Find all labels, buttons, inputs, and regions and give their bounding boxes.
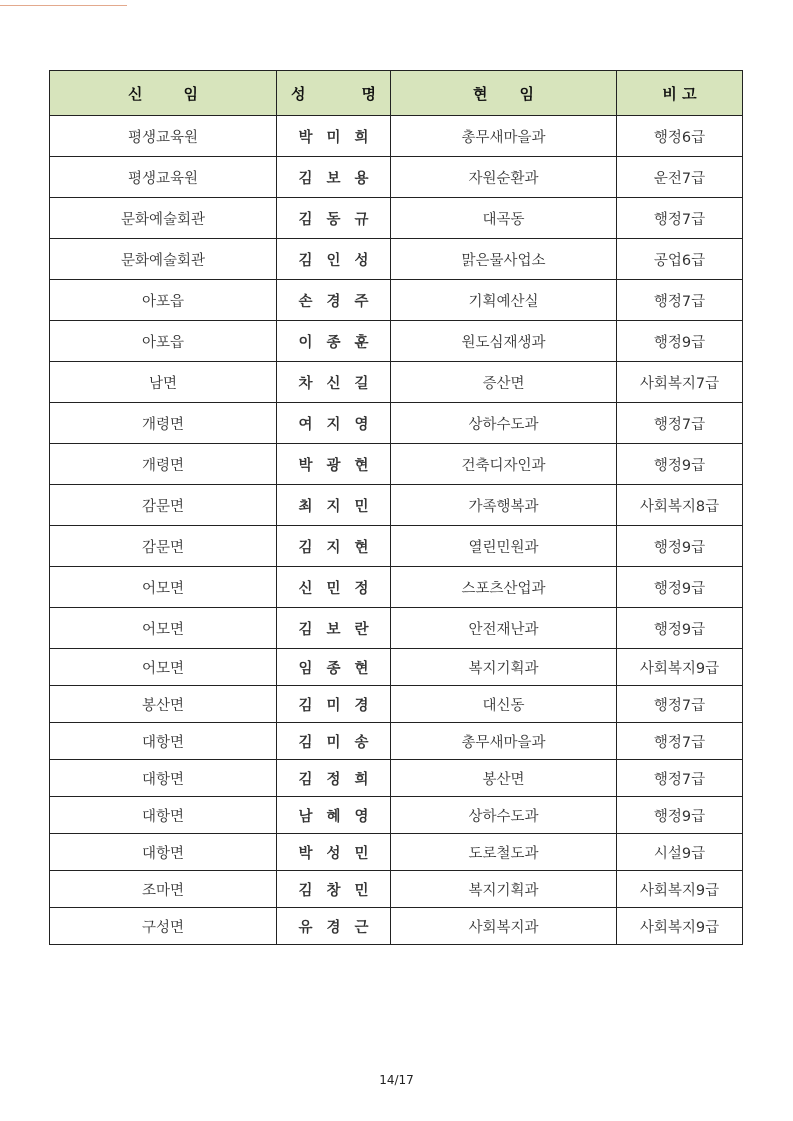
name-text: 손경주 [298, 292, 383, 310]
name-text: 여지영 [298, 415, 383, 433]
note-cell: 시설9급 [617, 834, 743, 871]
name-cell [277, 526, 391, 567]
name-cell [277, 797, 391, 834]
new-post-cell: 대항면 [50, 797, 277, 834]
current-post-cell: 열린민원과 [391, 526, 617, 567]
note-cell: 행정7급 [617, 198, 743, 239]
name-cell [277, 485, 391, 526]
current-post-cell: 상하수도과 [391, 403, 617, 444]
current-post-cell: 총무새마을과 [391, 723, 617, 760]
name-cell [277, 198, 391, 239]
name-text: 신민정 [298, 579, 383, 597]
header-new-post-char-1: 신 [128, 84, 143, 103]
name-cell [277, 608, 391, 649]
name-text: 유경근 [298, 918, 383, 936]
name-text: 박광현 [298, 456, 383, 474]
current-post-cell: 봉산면 [391, 760, 617, 797]
note-cell: 사회복지9급 [617, 649, 743, 686]
new-post-cell: 아포읍 [50, 321, 277, 362]
current-post-cell: 맑은물사업소 [391, 239, 617, 280]
note-cell: 행정7급 [617, 280, 743, 321]
note-cell: 행정7급 [617, 723, 743, 760]
name-cell [277, 403, 391, 444]
top-rule [0, 5, 127, 6]
table-row [50, 116, 743, 157]
new-post-cell: 평생교육원 [50, 157, 277, 198]
table-row [50, 239, 743, 280]
name-cell [277, 362, 391, 403]
name-text: 김인성 [298, 251, 383, 269]
table-row [50, 760, 743, 797]
note-cell: 행정9급 [617, 444, 743, 485]
header-current-post-char-2: 임 [519, 84, 534, 103]
name-text: 김보용 [298, 169, 383, 187]
table-row [50, 908, 743, 945]
table-row [50, 198, 743, 239]
header-current-post-char-1: 현 [473, 84, 488, 103]
note-cell: 행정9급 [617, 797, 743, 834]
table-row [50, 280, 743, 321]
new-post-cell: 아포읍 [50, 280, 277, 321]
note-cell: 행정9급 [617, 567, 743, 608]
note-cell: 공업6급 [617, 239, 743, 280]
name-text: 박미희 [298, 128, 383, 146]
name-text: 차신길 [298, 374, 383, 392]
table-row [50, 686, 743, 723]
note-cell: 사회복지7급 [617, 362, 743, 403]
current-post-cell: 증산면 [391, 362, 617, 403]
current-post-cell: 대신동 [391, 686, 617, 723]
header-current-post [391, 71, 617, 116]
name-cell [277, 239, 391, 280]
name-text: 남혜영 [298, 807, 383, 825]
header-name-char-2: 명 [361, 84, 376, 103]
name-cell [277, 723, 391, 760]
note-cell: 행정7급 [617, 403, 743, 444]
name-cell [277, 908, 391, 945]
current-post-cell: 복지기획과 [391, 871, 617, 908]
new-post-cell: 감문면 [50, 485, 277, 526]
new-post-cell: 평생교육원 [50, 116, 277, 157]
header-row [50, 71, 743, 116]
name-cell [277, 157, 391, 198]
table-row [50, 444, 743, 485]
name-cell [277, 871, 391, 908]
new-post-cell: 어모면 [50, 608, 277, 649]
new-post-cell: 어모면 [50, 649, 277, 686]
name-text: 임종현 [298, 659, 383, 677]
name-cell [277, 280, 391, 321]
table-row [50, 403, 743, 444]
table-row [50, 485, 743, 526]
header-name [277, 71, 391, 116]
new-post-cell: 문화예술회관 [50, 239, 277, 280]
table-row [50, 649, 743, 686]
name-cell [277, 760, 391, 797]
new-post-cell: 문화예술회관 [50, 198, 277, 239]
table-row [50, 608, 743, 649]
current-post-cell: 원도심재생과 [391, 321, 617, 362]
name-text: 이종훈 [298, 333, 383, 351]
table-row [50, 567, 743, 608]
personnel-table [49, 70, 743, 945]
current-post-cell: 총무새마을과 [391, 116, 617, 157]
current-post-cell: 사회복지과 [391, 908, 617, 945]
table-row [50, 723, 743, 760]
note-cell: 사회복지9급 [617, 908, 743, 945]
note-cell: 사회복지9급 [617, 871, 743, 908]
page-number: 14/17 [379, 1073, 414, 1087]
name-cell [277, 444, 391, 485]
table-row [50, 362, 743, 403]
new-post-cell: 대항면 [50, 723, 277, 760]
header-new-post-char-2: 임 [183, 84, 198, 103]
header-name-char-1: 성 [291, 84, 306, 103]
name-text: 김미경 [298, 696, 383, 714]
name-text: 김정희 [298, 770, 383, 788]
current-post-cell: 대곡동 [391, 198, 617, 239]
header-new-post [50, 71, 277, 116]
name-text: 김미송 [298, 733, 383, 751]
new-post-cell: 봉산면 [50, 686, 277, 723]
name-text: 김창민 [298, 881, 383, 899]
table-row [50, 526, 743, 567]
current-post-cell: 복지기획과 [391, 649, 617, 686]
name-text: 최지민 [298, 497, 383, 515]
name-cell [277, 116, 391, 157]
current-post-cell: 자원순환과 [391, 157, 617, 198]
name-text: 박성민 [298, 844, 383, 862]
note-cell: 행정9급 [617, 526, 743, 567]
new-post-cell: 개령면 [50, 444, 277, 485]
table-row [50, 797, 743, 834]
name-cell [277, 321, 391, 362]
current-post-cell: 도로철도과 [391, 834, 617, 871]
table-row [50, 834, 743, 871]
name-cell [277, 567, 391, 608]
table-row [50, 871, 743, 908]
current-post-cell: 가족행복과 [391, 485, 617, 526]
note-cell: 행정9급 [617, 608, 743, 649]
new-post-cell: 감문면 [50, 526, 277, 567]
name-cell [277, 834, 391, 871]
note-cell: 운전7급 [617, 157, 743, 198]
name-text: 김지현 [298, 538, 383, 556]
current-post-cell: 스포츠산업과 [391, 567, 617, 608]
current-post-cell: 건축디자인과 [391, 444, 617, 485]
current-post-cell: 안전재난과 [391, 608, 617, 649]
new-post-cell: 남면 [50, 362, 277, 403]
note-cell: 사회복지8급 [617, 485, 743, 526]
new-post-cell: 구성면 [50, 908, 277, 945]
name-text: 김동규 [298, 210, 383, 228]
name-cell [277, 686, 391, 723]
current-post-cell: 상하수도과 [391, 797, 617, 834]
new-post-cell: 대항면 [50, 834, 277, 871]
new-post-cell: 개령면 [50, 403, 277, 444]
name-text: 김보란 [298, 620, 383, 638]
table-body [50, 116, 743, 945]
new-post-cell: 어모면 [50, 567, 277, 608]
current-post-cell: 기획예산실 [391, 280, 617, 321]
table-row [50, 321, 743, 362]
note-cell: 행정9급 [617, 321, 743, 362]
note-cell: 행정7급 [617, 760, 743, 797]
header-note: 비 고 [617, 71, 743, 116]
note-cell: 행정7급 [617, 686, 743, 723]
new-post-cell: 대항면 [50, 760, 277, 797]
note-cell: 행정6급 [617, 116, 743, 157]
name-cell [277, 649, 391, 686]
table-row [50, 157, 743, 198]
new-post-cell: 조마면 [50, 871, 277, 908]
